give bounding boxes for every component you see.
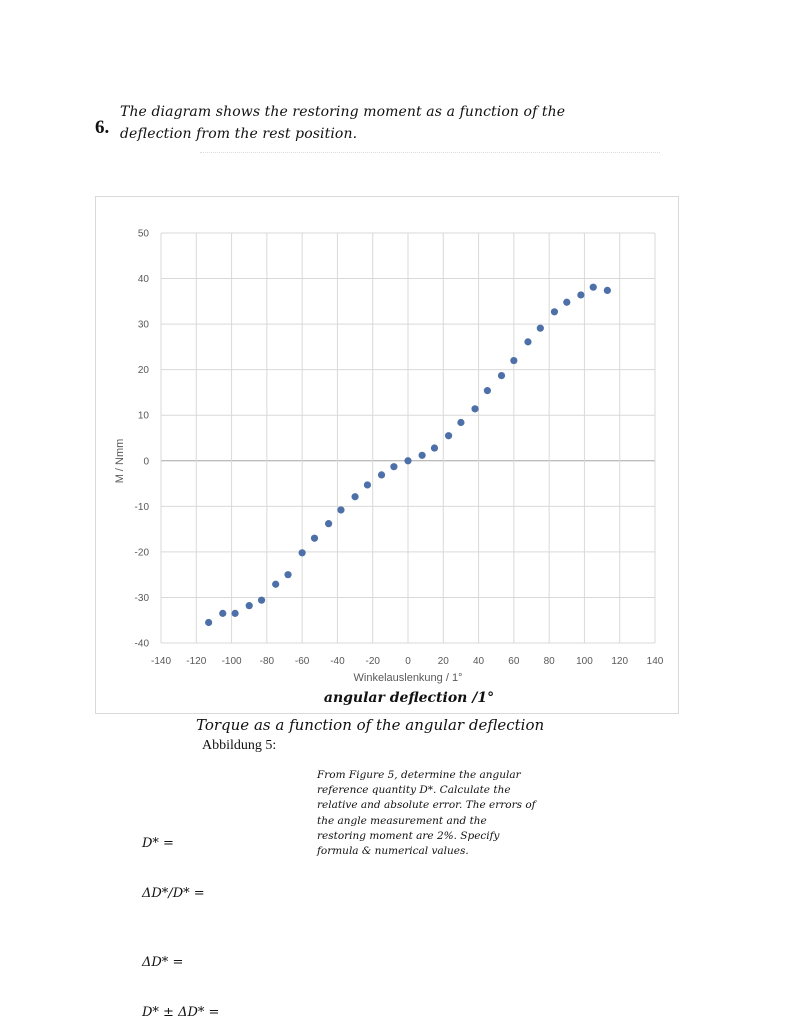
task-line: the angle measurement and the — [317, 814, 487, 827]
x-tick-label: -140 — [150, 656, 172, 667]
equation-d-star: D* = — [142, 836, 174, 851]
x-tick-label: 40 — [473, 656, 485, 667]
x-tick-label: 100 — [576, 656, 593, 667]
y-tick-label: 10 — [137, 410, 149, 422]
data-point — [404, 457, 411, 464]
data-point — [604, 287, 611, 294]
data-point — [457, 419, 464, 426]
x-tick-label: -120 — [186, 656, 207, 667]
y-tick-label: 40 — [137, 274, 149, 286]
x-tick-label: -20 — [365, 656, 380, 667]
y-axis-label: M / Nmm — [114, 438, 126, 484]
faded-text-remnant — [200, 152, 660, 155]
task-line: restoring moment are 2%. Specify — [317, 829, 500, 842]
data-point — [219, 610, 226, 617]
data-point — [484, 387, 491, 394]
equation-absolute-error: ΔD* = — [142, 955, 184, 970]
data-point — [390, 463, 397, 470]
x-tick-label: 0 — [405, 656, 411, 667]
data-point — [232, 610, 239, 617]
figure-caption: Abbildung 5: — [202, 738, 277, 753]
data-point — [524, 338, 531, 345]
task-instructions — [317, 768, 577, 859]
task-line: relative and absolute error. The errors of — [317, 799, 536, 812]
y-tick-label: -40 — [134, 638, 149, 650]
y-tick-label: -10 — [134, 501, 149, 513]
data-point — [498, 372, 505, 379]
x-tick-label: -80 — [259, 656, 275, 667]
x-tick-label: 120 — [611, 656, 629, 667]
task-line: From Figure 5, determine the angular — [317, 769, 521, 781]
x-tick-label: -100 — [221, 656, 242, 667]
data-point — [311, 535, 318, 542]
x-tick-label: 60 — [508, 656, 520, 667]
data-point — [284, 571, 291, 578]
y-tick-label: -30 — [134, 592, 149, 604]
data-point — [299, 549, 306, 556]
data-point — [445, 432, 452, 439]
question-text-line-1: The diagram shows the restoring moment as a function of the — [120, 104, 566, 120]
data-point — [431, 444, 438, 451]
x-tick-label: 20 — [437, 656, 449, 667]
x-axis-label: Winkelauslenkung / 1° — [353, 672, 463, 684]
data-point — [272, 581, 279, 588]
data-point — [205, 619, 212, 626]
data-point — [471, 405, 478, 412]
x-axis-label-handwritten: angular deflection /1° — [323, 690, 495, 706]
chart-frame — [95, 196, 679, 714]
y-tick-label: 30 — [137, 319, 149, 331]
data-point — [419, 452, 426, 459]
data-point — [551, 308, 558, 315]
scatter-chart — [96, 197, 680, 715]
data-point — [337, 506, 344, 513]
y-tick-label: 0 — [143, 456, 149, 468]
equation-result: D* ± ΔD* = — [142, 1005, 220, 1020]
data-point — [590, 284, 597, 291]
data-point — [510, 357, 517, 364]
data-point — [351, 493, 358, 500]
data-point — [563, 299, 570, 306]
data-point — [258, 597, 265, 604]
y-tick-label: 50 — [137, 228, 149, 240]
x-tick-label: 80 — [543, 656, 555, 667]
task-line: formula & numerical values. — [317, 845, 469, 858]
figure-caption-handwritten: Torque as a function of the angular deflection — [196, 716, 545, 734]
data-point — [577, 291, 584, 298]
x-tick-label: 140 — [646, 656, 664, 667]
data-point — [378, 471, 385, 478]
x-tick-label: -40 — [330, 656, 345, 667]
task-line: reference quantity D*. Calculate the — [317, 784, 511, 797]
data-point — [325, 520, 332, 527]
y-tick-label: -20 — [134, 547, 149, 559]
y-tick-label: 20 — [137, 365, 149, 377]
x-tick-label: -60 — [294, 656, 310, 667]
data-point — [537, 325, 544, 332]
equation-relative-error: ΔD*/D* = — [142, 886, 205, 901]
question-number: 6. — [95, 117, 110, 138]
data-point — [364, 481, 371, 488]
question-text-line-2: deflection from the rest position. — [120, 126, 358, 142]
data-point — [246, 602, 253, 609]
